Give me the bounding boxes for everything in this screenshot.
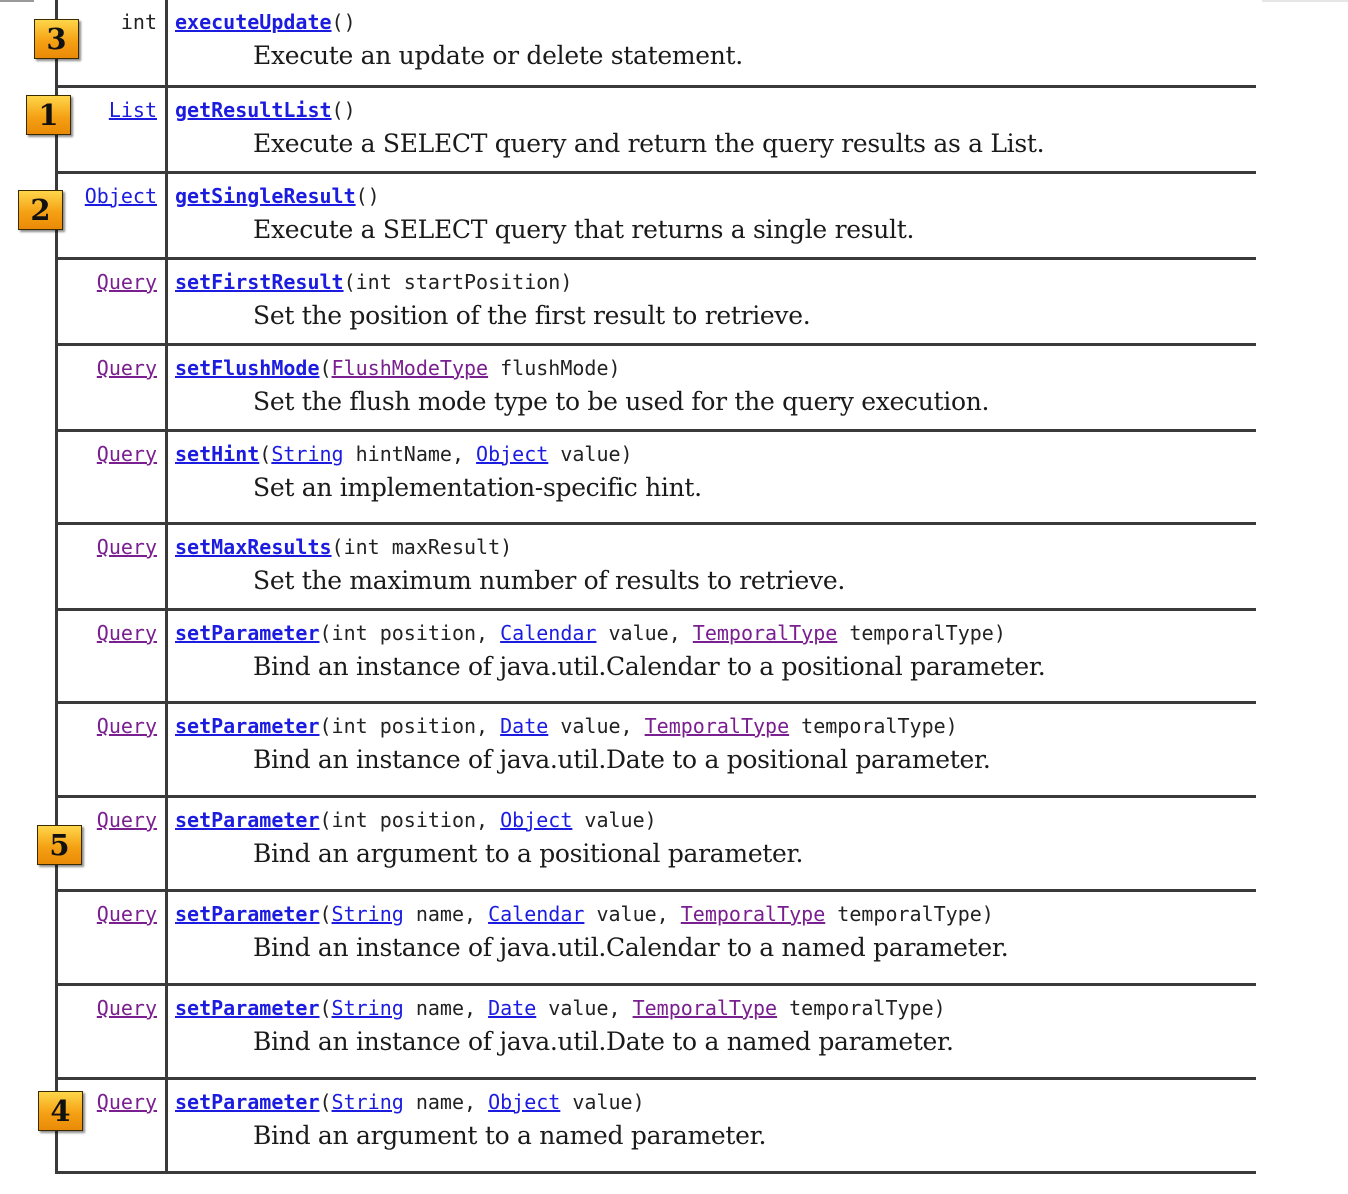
return-type-link[interactable]: Query	[96, 355, 157, 380]
method-signature	[175, 270, 1256, 294]
param-type-link[interactable]: Date	[500, 713, 549, 738]
method-summary-table	[55, 0, 1256, 1174]
method-description: Execute an update or delete statement.	[253, 41, 743, 70]
marker-badge-2: 2	[18, 190, 63, 230]
method-signature-cell	[167, 0, 1257, 86]
param-text: temporalType)	[837, 620, 1006, 645]
param-type-link[interactable]: String	[271, 441, 344, 466]
method-row	[57, 523, 1257, 609]
method-signature-cell	[167, 890, 1257, 984]
method-description: Bind an argument to a named parameter.	[253, 1120, 767, 1150]
return-type-cell	[57, 344, 167, 430]
method-name-link[interactable]: setParameter	[175, 620, 320, 645]
param-text: (	[259, 441, 272, 466]
param-text: (int position,	[319, 713, 501, 738]
param-text: (int startPosition)	[343, 269, 573, 294]
return-type-link[interactable]: List	[108, 97, 157, 122]
method-signature-cell	[167, 609, 1257, 702]
return-type-cell	[57, 609, 167, 702]
param-type-link[interactable]: TemporalType	[644, 713, 790, 738]
method-signature-cell	[167, 258, 1257, 344]
method-signature-cell	[167, 172, 1257, 258]
method-row	[57, 890, 1257, 984]
method-name-link[interactable]: setParameter	[175, 901, 320, 926]
param-text: value,	[536, 995, 633, 1020]
method-description: Bind an instance of java.util.Calendar to a named parameter.	[253, 932, 1009, 962]
param-type-link[interactable]: Calendar	[500, 620, 597, 645]
method-signature	[175, 98, 1256, 122]
marker-badge-1: 1	[26, 95, 71, 135]
param-text: (	[319, 901, 332, 926]
return-type-link[interactable]: Query	[96, 1089, 157, 1114]
return-type-link[interactable]: Query	[96, 807, 157, 832]
method-signature-cell	[167, 702, 1257, 796]
method-signature-cell	[167, 796, 1257, 890]
param-text: (	[319, 1089, 332, 1114]
method-row	[57, 172, 1257, 258]
param-text: ()	[331, 10, 356, 34]
param-type-link[interactable]: Calendar	[488, 901, 585, 926]
param-text: (int position,	[319, 807, 501, 832]
param-text: name,	[403, 901, 489, 926]
method-signature-cell	[167, 430, 1257, 523]
method-name-link[interactable]: setParameter	[175, 713, 320, 738]
param-type-link[interactable]: TemporalType	[692, 620, 838, 645]
method-signature	[175, 996, 1256, 1020]
return-type: int	[120, 10, 157, 34]
method-description: Bind an instance of java.util.Calendar to a positional parameter.	[253, 651, 1046, 681]
return-type-cell	[57, 172, 167, 258]
top-divider-right	[1262, 0, 1348, 2]
param-text: temporalType)	[777, 995, 946, 1020]
method-signature-cell	[167, 523, 1257, 609]
param-text: (int maxResult)	[331, 534, 513, 559]
param-text: value)	[560, 1089, 645, 1114]
marker-badge-3: 3	[34, 19, 79, 59]
param-text: temporalType)	[825, 901, 994, 926]
method-row	[57, 609, 1257, 702]
return-type-link[interactable]: Query	[96, 269, 157, 294]
method-signature	[175, 10, 1256, 34]
method-signature	[175, 356, 1256, 380]
method-signature	[175, 535, 1256, 559]
method-row	[57, 0, 1257, 86]
method-row	[57, 796, 1257, 890]
param-type-link[interactable]: Object	[488, 1089, 561, 1114]
param-type-link[interactable]: TemporalType	[680, 901, 826, 926]
method-row	[57, 1078, 1257, 1172]
param-type-link[interactable]: String	[331, 1089, 404, 1114]
method-signature-cell	[167, 86, 1257, 172]
return-type-link[interactable]: Object	[84, 183, 157, 208]
return-type-link[interactable]: Query	[96, 995, 157, 1020]
param-text: (	[319, 355, 332, 380]
param-text: value,	[548, 713, 645, 738]
return-type-link[interactable]: Query	[96, 713, 157, 738]
method-signature	[175, 1090, 1256, 1114]
param-type-link[interactable]: TemporalType	[632, 995, 778, 1020]
method-signature-cell	[167, 344, 1257, 430]
method-signature	[175, 714, 1256, 738]
return-type-cell	[57, 984, 167, 1078]
return-type-link[interactable]: Query	[96, 901, 157, 926]
param-text: hintName,	[343, 441, 477, 466]
method-row	[57, 344, 1257, 430]
return-type-cell	[57, 890, 167, 984]
return-type-link[interactable]: Query	[96, 534, 157, 559]
method-signature	[175, 808, 1256, 832]
method-name-link[interactable]: getSingleResult	[175, 183, 356, 208]
param-text: name,	[403, 1089, 489, 1114]
marker-badge-4: 4	[38, 1091, 83, 1131]
method-row	[57, 86, 1257, 172]
method-description: Set the position of the first result to retrieve.	[253, 300, 811, 330]
method-description: Execute a SELECT query and return the query results as a List.	[253, 128, 1045, 158]
method-signature	[175, 184, 1256, 208]
param-type-link[interactable]: String	[331, 995, 404, 1020]
method-name-link[interactable]: getResultList	[175, 97, 332, 122]
method-row	[57, 258, 1257, 344]
param-text: flushMode)	[488, 355, 621, 380]
param-type-link[interactable]: FlushModeType	[331, 355, 489, 380]
param-text: value,	[584, 901, 681, 926]
param-text: ()	[355, 183, 380, 208]
method-name-link[interactable]: setParameter	[175, 807, 320, 832]
param-text: value)	[548, 441, 633, 466]
method-signature	[175, 442, 1256, 466]
method-name-link[interactable]: setFlushMode	[175, 355, 320, 380]
method-description: Execute a SELECT query that returns a single result.	[253, 214, 915, 244]
method-signature-cell	[167, 1078, 1257, 1172]
top-divider-left	[0, 0, 34, 2]
method-description: Set the flush mode type to be used for the query execution.	[253, 386, 990, 416]
method-signature	[175, 902, 1256, 926]
method-description: Set an implementation-specific hint.	[253, 472, 702, 502]
method-name-link[interactable]: setParameter	[175, 1089, 320, 1114]
return-type-link[interactable]: Query	[96, 620, 157, 645]
method-row	[57, 984, 1257, 1078]
method-summary-body	[57, 0, 1257, 1173]
return-type-link[interactable]: Query	[96, 441, 157, 466]
marker-badge-5: 5	[37, 825, 82, 865]
method-name-link[interactable]: setParameter	[175, 995, 320, 1020]
param-text: value)	[572, 807, 657, 832]
method-description: Bind an instance of java.util.Date to a named parameter.	[253, 1026, 954, 1056]
param-type-link[interactable]: String	[331, 901, 404, 926]
param-text: temporalType)	[789, 713, 958, 738]
return-type-cell	[57, 258, 167, 344]
param-type-link[interactable]: Date	[488, 995, 537, 1020]
param-text: (int position,	[319, 620, 501, 645]
param-text: name,	[403, 995, 489, 1020]
method-description: Bind an argument to a positional parameter.	[253, 838, 804, 868]
param-text: value,	[596, 620, 693, 645]
return-type-cell	[57, 430, 167, 523]
param-type-link[interactable]: Object	[476, 441, 549, 466]
param-text: ()	[331, 97, 356, 122]
param-type-link[interactable]: Object	[500, 807, 573, 832]
method-signature	[175, 621, 1256, 645]
method-description: Bind an instance of java.util.Date to a positional parameter.	[253, 744, 991, 774]
return-type-cell	[57, 523, 167, 609]
method-row	[57, 430, 1257, 523]
method-description: Set the maximum number of results to retrieve.	[253, 565, 845, 595]
method-row	[57, 702, 1257, 796]
method-signature-cell	[167, 984, 1257, 1078]
param-text: (	[319, 995, 332, 1020]
method-name-link[interactable]: setHint	[175, 441, 260, 466]
method-name-link[interactable]: setMaxResults	[175, 534, 332, 559]
return-type-cell	[57, 702, 167, 796]
return-type-cell	[57, 86, 167, 172]
method-name-link[interactable]: executeUpdate	[175, 10, 332, 34]
method-name-link[interactable]: setFirstResult	[175, 269, 344, 294]
